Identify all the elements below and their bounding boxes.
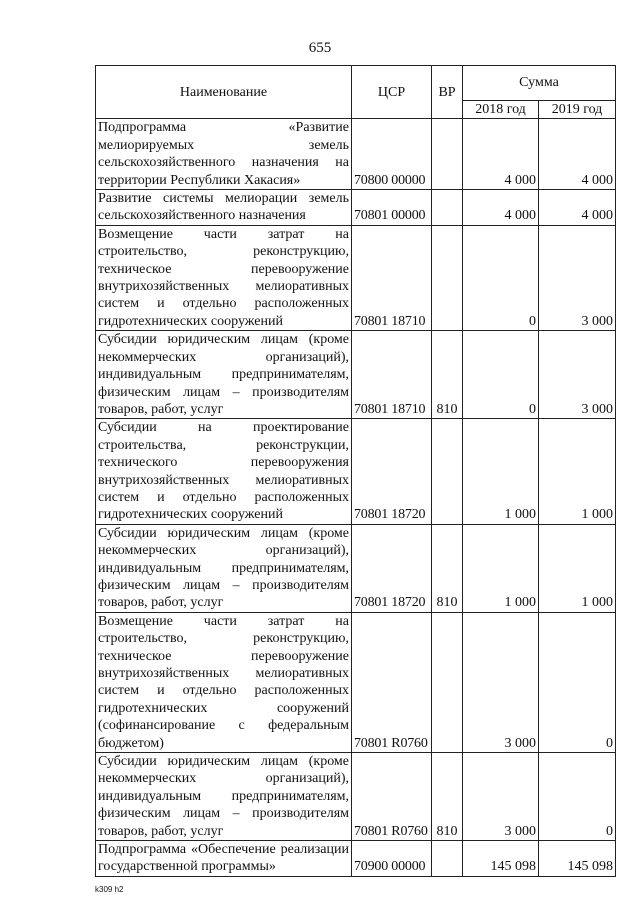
table-row <box>96 225 616 330</box>
row-csr: 70801 R0760 <box>352 753 432 841</box>
row-name: Развитие системы мелиорации земель сельскохозяйственного назначения <box>96 190 352 226</box>
header-vr: ВР <box>432 66 463 119</box>
row-csr: 70801 18710 <box>352 331 432 419</box>
row-vr <box>432 190 463 226</box>
table-row <box>96 419 616 524</box>
row-csr: 70801 18720 <box>352 524 432 612</box>
row-name: Возмещение части затрат на строительство, реконструкцию, техническое перевооружение внутрихозяйственных мелиоративных систем и отдельно расположенных гидротехнических сооружений <box>96 225 352 330</box>
row-sum-2018: 1 000 <box>463 419 539 524</box>
row-sum-2018: 4 000 <box>463 119 539 190</box>
row-sum-2019: 0 <box>539 612 616 752</box>
page-number: 655 <box>308 40 332 56</box>
row-sum-2019: 1 000 <box>539 419 616 524</box>
row-sum-2019: 4 000 <box>539 190 616 226</box>
table-header-row <box>96 66 616 101</box>
row-name: Субсидии на проектирование строительства, реконструкции, технического перевооружения внутрихозяйственных мелиоративных систем и отдельно расположенных гидротехнических сооружений <box>96 419 352 524</box>
row-name: Субсидии юридическим лицам (кроме некоммерческих организаций), индивидуальным предпринимателям, физическим лицам – производителям товаров, работ, услуг <box>96 753 352 841</box>
row-sum-2019: 0 <box>539 753 616 841</box>
row-vr: 810 <box>432 331 463 419</box>
row-vr <box>432 119 463 190</box>
table-row <box>96 612 616 752</box>
header-year-2018: 2018 год <box>463 101 539 119</box>
row-csr: 70801 18710 <box>352 225 432 330</box>
row-name: Субсидии юридическим лицам (кроме некоммерческих организаций), индивидуальным предпринимателям, физическим лицам – производителям товаров, работ, услуг <box>96 331 352 419</box>
row-name: Субсидии юридическим лицам (кроме некоммерческих организаций), индивидуальным предпринимателям, физическим лицам – производителям товаров, работ, услуг <box>96 524 352 612</box>
footer-document-code: k309 h2 <box>95 885 124 894</box>
row-sum-2018: 145 098 <box>463 841 539 877</box>
row-sum-2018: 1 000 <box>463 524 539 612</box>
row-sum-2019: 3 000 <box>539 225 616 330</box>
header-sum: Сумма <box>463 66 616 101</box>
table-row <box>96 753 616 841</box>
row-vr: 810 <box>432 753 463 841</box>
row-sum-2018: 3 000 <box>463 753 539 841</box>
row-name: Подпрограмма «Обеспечение реализации государственной программы» <box>96 841 352 877</box>
row-csr: 70900 00000 <box>352 841 432 877</box>
row-name: Подпрограмма «Развитие мелиорируемых земель сельскохозяйственного назначения на территории Республики Хакасия» <box>96 119 352 190</box>
row-sum-2019: 4 000 <box>539 119 616 190</box>
row-sum-2018: 4 000 <box>463 190 539 226</box>
table-row <box>96 119 616 190</box>
budget-table <box>95 65 616 877</box>
row-csr: 70801 00000 <box>352 190 432 226</box>
row-vr: 810 <box>432 524 463 612</box>
row-csr: 70800 00000 <box>352 119 432 190</box>
row-sum-2019: 3 000 <box>539 331 616 419</box>
row-sum-2019: 145 098 <box>539 841 616 877</box>
row-csr: 70801 18720 <box>352 419 432 524</box>
row-vr <box>432 841 463 877</box>
row-csr: 70801 R0760 <box>352 612 432 752</box>
table-row <box>96 524 616 612</box>
header-name: Наименование <box>96 66 352 119</box>
row-sum-2018: 0 <box>463 225 539 330</box>
row-sum-2018: 3 000 <box>463 612 539 752</box>
table-row <box>96 331 616 419</box>
row-vr <box>432 612 463 752</box>
header-year-2019: 2019 год <box>539 101 616 119</box>
row-vr <box>432 419 463 524</box>
row-vr <box>432 225 463 330</box>
table-row <box>96 190 616 226</box>
row-sum-2019: 1 000 <box>539 524 616 612</box>
header-csr: ЦСР <box>352 66 432 119</box>
row-sum-2018: 0 <box>463 331 539 419</box>
table-row <box>96 841 616 877</box>
row-name: Возмещение части затрат на строительство, реконструкцию, техническое перевооружение внутрихозяйственных мелиоративных систем и отдельно расположенных гидротехнических сооружений (софинансирование с федеральным бюджетом) <box>96 612 352 752</box>
